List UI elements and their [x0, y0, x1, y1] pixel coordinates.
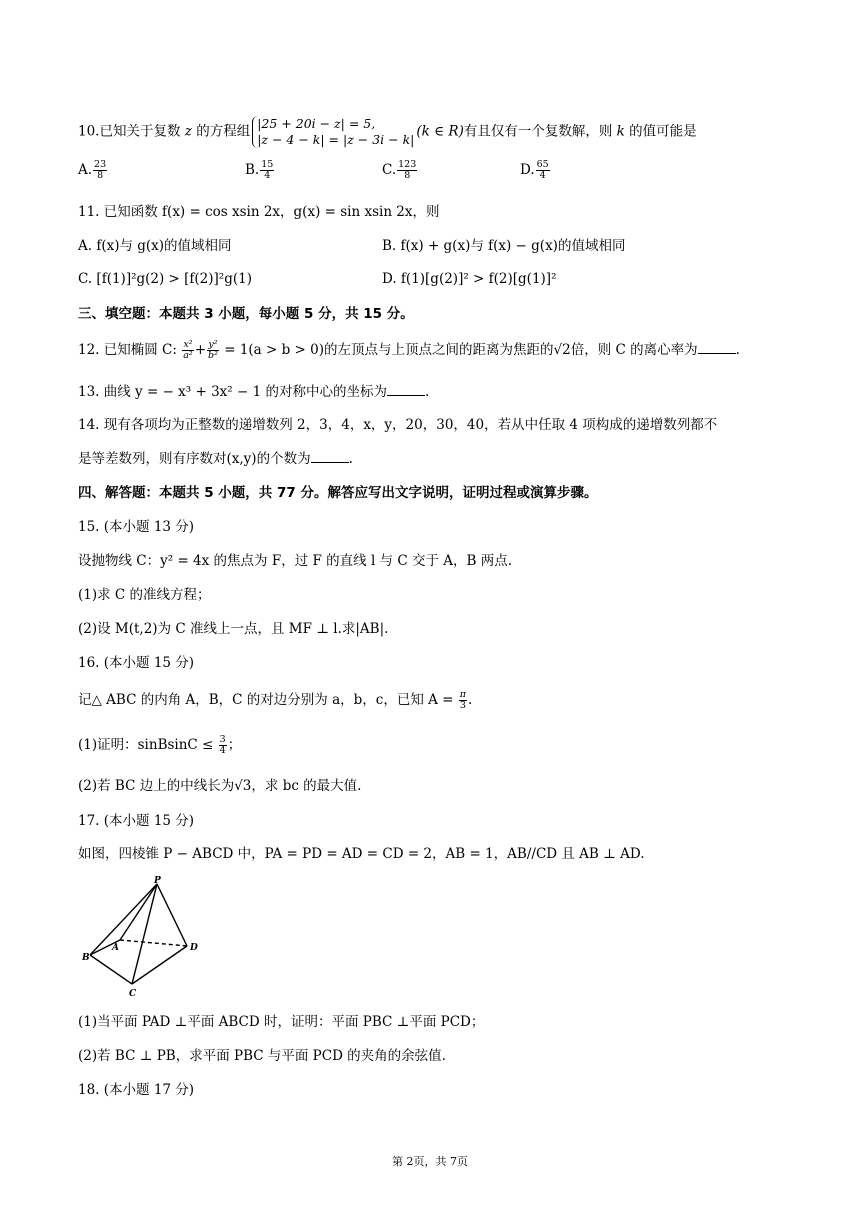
- question-16-part-1: (1)证明：sinBsinC ≤ $\frac{3}{4}$ ；: [78, 734, 242, 756]
- option-c: C. $\frac{123}{8}$: [382, 159, 417, 181]
- option-b: B. $\frac{15}{4}$: [245, 159, 274, 181]
- option-a: A. $\frac{23}{8}$: [78, 159, 107, 181]
- answer-blank: [311, 450, 349, 463]
- label-b: B: [82, 953, 90, 963]
- question-17-stem: 如图，四棱锥 P − ABCD 中，PA = PD = AD = CD = 2，AB = 1，AB//CD 且 AB ⊥ AD.: [78, 846, 645, 862]
- question-18-header: 18. (本小题 17 分): [78, 1082, 195, 1098]
- question-11-option-d: D. f(1)[g(2)]² > f(2)[g(1)]²: [382, 271, 557, 287]
- label-p: P: [154, 876, 161, 886]
- section-4-heading: 四、解答题：本题共 5 小题，共 77 分。解答应写出文字说明，证明过程或演算步骤。: [78, 485, 598, 501]
- question-11-option-b: B. f(x) + g(x)与 f(x) − g(x)的值域相同: [382, 238, 626, 254]
- label-d: D: [190, 943, 198, 953]
- question-12: 12. 已知椭圆 C: $\frac{\text{x²}}{\text{a²}}$ + $\frac{\text{y²}}{\text{b²}}$ = 1(a > b > 0)的左顶点与上顶点之间的距离为焦距的√2倍，则 C 的离心率为 .: [78, 339, 740, 361]
- question-10-options: [78, 160, 778, 188]
- question-17-part-1: (1)当平面 PAD ⊥平面 ABCD 时，证明：平面 PBC ⊥平面 PCD；: [78, 1014, 485, 1030]
- question-16-part-2: (2)若 BC 边上的中线长为√3，求 bc 的最大值.: [78, 778, 362, 794]
- pyramid-figure: [82, 876, 212, 998]
- question-10-stem: 10.已知关于复数 z 的方程组 |25 + 20i − z| = 5, |z − 4 − k| = |z − 3i − k| (k ∈ R)有且仅有一个复数解，则 k 的值可能是: [78, 116, 697, 147]
- answer-blank: [698, 341, 736, 354]
- page-footer: 第 2页，共 7页: [392, 1155, 468, 1168]
- label-a: A: [112, 943, 119, 953]
- question-13: 13. 曲线 y = − x³ + 3x² − 1 的对称中心的坐标为 .: [78, 384, 430, 400]
- question-17-part-2: (2)若 BC ⊥ PB，求平面 PBC 与平面 PCD 的夹角的余弦值.: [78, 1048, 446, 1064]
- question-15-part-1: (1)求 C 的准线方程；: [78, 587, 211, 603]
- question-11-option-a: A. f(x)与 g(x)的值域相同: [78, 238, 232, 254]
- question-11-stem: 11. 已知函数 f(x) = cos xsin 2x，g(x) = sin xsin 2x，则: [78, 204, 440, 220]
- option-d: D. $\frac{65}{4}$: [520, 159, 549, 181]
- question-11-option-c: C. [f(1)]²g(2) > [f(2)]²g(1): [78, 271, 252, 287]
- question-15-stem: 设抛物线 C：y² = 4x 的焦点为 F，过 F 的直线 l 与 C 交于 A，B 两点.: [78, 553, 513, 569]
- question-14-line-1: 14. 现有各项均为正整数的递增数列 2，3，4，x，y，20，30，40，若从中任取 4 项构成的递增数列都不: [78, 417, 718, 433]
- answer-blank: [387, 383, 425, 396]
- section-3-heading: 三、填空题：本题共 3 小题，每小题 5 分，共 15 分。: [78, 306, 414, 322]
- question-16-stem: 记△ ABC 的内角 A，B，C 的对边分别为 a，b，c，已知 A = $\frac{\pi}{3}$ .: [78, 689, 473, 711]
- equation-system: |25 + 20i − z| = 5, |z − 4 − k| = |z − 3i − k|: [252, 116, 414, 148]
- question-15-header: 15. (本小题 13 分): [78, 519, 195, 535]
- question-15-part-2: (2)设 M(t,2)为 C 准线上一点，且 MF ⊥ l.求|AB|.: [78, 621, 389, 637]
- question-17-header: 17. (本小题 15 分): [78, 813, 195, 829]
- question-16-header: 16. (本小题 15 分): [78, 655, 195, 671]
- label-c: C: [129, 989, 137, 998]
- question-14-line-2: 是等差数列，则有序数对(x,y)的个数为 .: [78, 451, 353, 467]
